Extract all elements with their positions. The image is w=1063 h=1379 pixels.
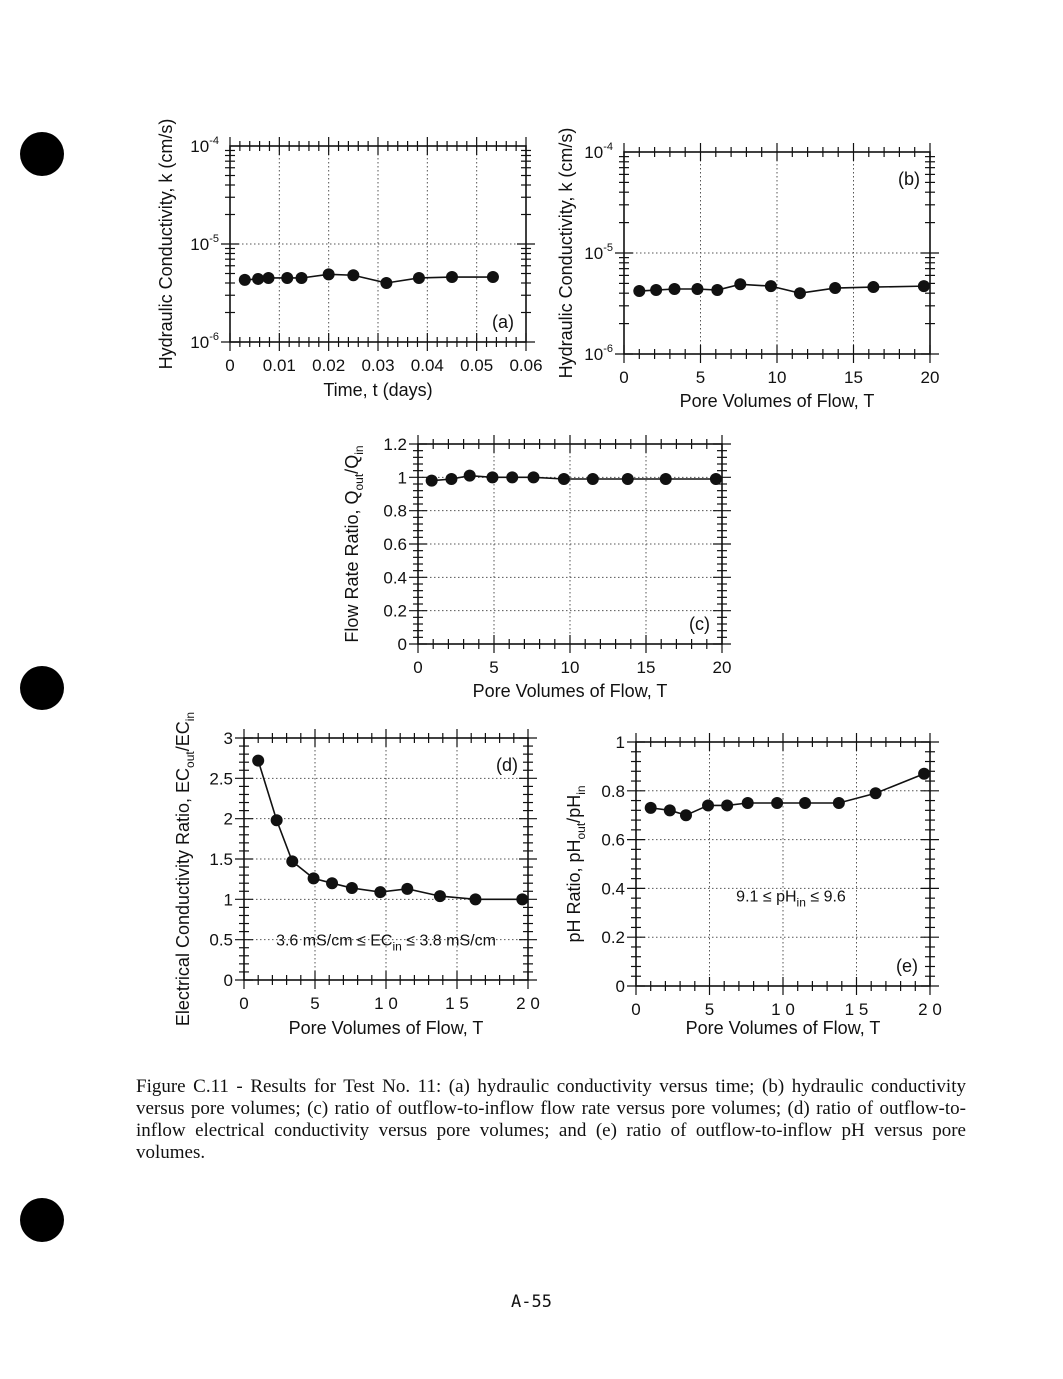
y-tick-label: 2 [223,809,233,829]
x-tick-label: 15 [636,658,656,677]
data-point [710,473,722,485]
x-tick-label: 0 [631,1000,641,1019]
data-point [829,282,841,294]
data-point [918,768,930,780]
data-point [487,271,499,283]
annotation: 3.6 $mS/cm \le EC_{in} \le 3.8$ mS/cm [276,932,496,954]
data-point [239,274,251,286]
data-point [702,799,714,811]
chart-d [173,712,540,1038]
data-point [445,473,457,485]
data-point [668,283,680,295]
data-point [308,872,320,884]
y-tick-label: 0.4 [601,879,625,899]
data-point [833,797,845,809]
y-tick-label: 0.5 [209,930,233,950]
y-axis-label: Flow Rate Ratio, $Q_{out}/Q_{in}$ [342,445,366,643]
x-tick-label: 10 [767,368,787,387]
y-tick-label: $10^{-6}$ [190,331,219,352]
x-axis-label: Pore Volumes of Flow, T [685,1018,881,1038]
y-tick-label: 0.4 [383,568,407,588]
data-point [252,273,264,285]
x-tick-label: 1 0 [374,994,398,1013]
data-point [794,287,806,299]
data-point [711,284,723,296]
data-point [734,278,746,290]
x-tick-label: 0 [225,356,235,375]
data-point [286,855,298,867]
data-point [252,755,264,767]
data-point [660,473,672,485]
page-number: A-55 [511,1292,552,1312]
data-point [401,883,413,895]
x-tick-label: 5 [489,658,499,677]
data-point [867,281,879,293]
chart-e [564,733,942,1038]
data-point [558,473,570,485]
data-point [799,797,811,809]
x-tick-label: 1 5 [844,1000,869,1019]
data-point [721,799,733,811]
data-point [633,285,645,297]
y-axis-label: Electrical Conductivity Ratio, $EC_{out}/EC_{in}$ [173,711,197,1027]
x-tick-label: 0.01 [262,356,296,375]
y-tick-label: 0.6 [601,830,625,850]
y-tick-label: 0 [397,635,407,654]
y-tick-label: 0.2 [601,928,625,948]
panel-label: (c) [689,614,710,634]
data-point [870,787,882,799]
panel-label: (a) [492,312,514,332]
y-tick-label: $10^{-4}$ [190,135,219,156]
x-tick-label: 0.06 [509,356,543,375]
y-axis-label: Hydraulic Conductivity, k (cm/s) [556,127,576,379]
y-tick-label: 0.8 [383,501,407,521]
y-tick-label: 1.2 [383,435,407,454]
data-point [691,283,703,295]
x-tick-label: 0 [239,994,249,1013]
x-tick-label: 5 [310,994,320,1013]
figure-caption: Figure C.11 - Results for Test No. 11: (a) hydraulic conductivity versus time; (b) hydraulic conductivity versus pore volumes; (c) ratio of outflow-to-inflow flow rate versus pore volumes; (d) ratio of outflow-to-inflow electrical conductivity versus pore volumes; and (e) ratio of outflow-to-inflow pH versus pore volumes. [136,1076,966,1163]
data-point [742,797,754,809]
x-axis-label: Pore Volumes of Flow, T [472,681,668,701]
chart-c [342,435,731,701]
y-tick-label: 3 [223,729,233,748]
x-tick-label: 0.02 [312,356,346,375]
y-tick-label: 0.8 [601,781,625,801]
data-point [645,802,657,814]
data-point [506,471,518,483]
data-point [587,473,599,485]
x-tick-label: 0.05 [460,356,494,375]
x-tick-label: 0 [619,368,629,387]
y-tick-label: 1 [397,468,407,488]
y-tick-label: 1 [223,890,233,910]
data-point [680,809,692,821]
y-axis-label: Hydraulic Conductivity, k (cm/s) [156,118,176,370]
y-tick-label: $10^{-5}$ [190,233,219,254]
data-point [296,272,308,284]
data-point [446,271,458,283]
x-tick-label: 5 [704,1000,715,1019]
chart-a [156,119,543,400]
y-tick-label: 0.6 [383,535,407,554]
y-tick-label: $10^{-6}$ [584,343,613,364]
x-axis-label: Time, t (days) [323,380,433,400]
data-point [380,277,392,289]
x-axis-label: Pore Volumes of Flow, T [679,391,875,411]
data-point [464,470,476,482]
x-tick-label: 20 [920,368,940,387]
data-point [918,280,930,292]
data-point [765,280,777,292]
y-tick-label: 1 [615,733,625,752]
data-point [326,877,338,889]
data-point [271,814,283,826]
y-axis-label: pH Ratio, $pH_{out}/pH_{in}$ [564,785,588,943]
x-tick-label: 0.03 [361,356,395,375]
y-tick-label: $10^{-4}$ [584,141,613,162]
series-line [639,284,924,293]
data-point [469,893,481,905]
data-point [426,475,438,487]
data-point [413,272,425,284]
data-point [434,890,446,902]
data-point [347,269,359,281]
y-tick-label: 0.2 [383,601,407,621]
data-point [771,797,783,809]
panel-label: (e) [896,956,918,976]
panel-label: (d) [496,755,518,775]
x-tick-label: 20 [712,658,732,677]
x-tick-label: 1 0 [771,1000,795,1019]
data-point [323,268,335,280]
x-tick-label: 2 0 [516,994,540,1013]
panel-label: (b) [898,169,920,189]
y-tick-label: 0 [615,977,625,996]
y-tick-label: 0 [223,971,233,990]
data-point [622,473,634,485]
data-point [528,471,540,483]
x-tick-label: 10 [560,658,580,677]
x-tick-label: 1 5 [445,994,469,1013]
data-point [374,886,386,898]
data-point [281,272,293,284]
data-point [664,804,676,816]
x-axis-label: Pore Volumes of Flow, T [288,1018,484,1038]
y-tick-label: 2.5 [209,769,233,789]
x-tick-label: 5 [695,368,706,387]
data-point [486,471,498,483]
chart-b [556,128,939,411]
data-point [262,272,274,284]
data-point [346,882,358,894]
series-line [651,774,924,815]
y-tick-label: 1.5 [209,850,233,869]
x-tick-label: 15 [844,368,863,387]
annotation: $9.1 \le pH_{in} \le 9.6$ [736,888,846,910]
data-point [650,284,662,296]
x-tick-label: 2 0 [918,1000,942,1019]
data-point [516,893,528,905]
series-line [258,761,522,900]
x-tick-label: 0 [413,658,423,677]
x-tick-label: 0.04 [410,356,444,375]
y-tick-label: $10^{-5}$ [584,242,613,263]
